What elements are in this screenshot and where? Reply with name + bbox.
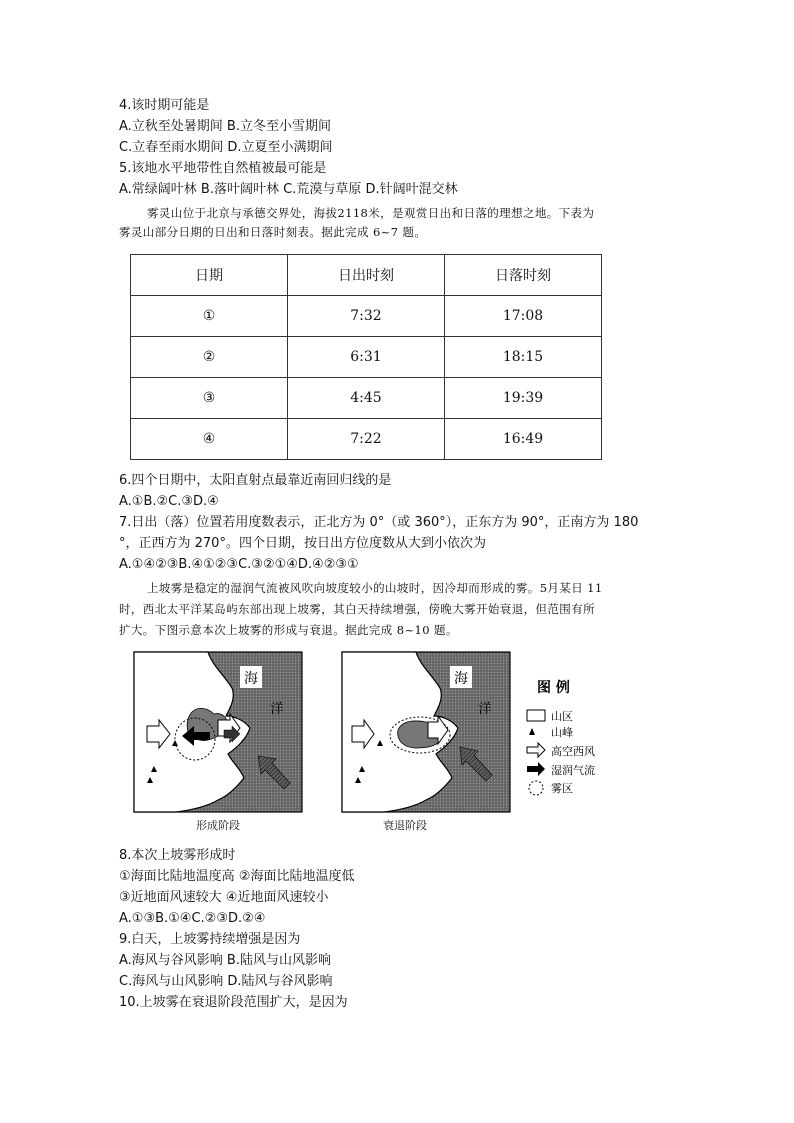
passage-1-line-2: 雾灵山部分日期的日出和日落时刻表。据此完成 6~7 题。: [119, 225, 427, 239]
legend-label-mountain-area: 山区: [551, 710, 573, 723]
header-sunset: 日落时刻: [445, 255, 602, 296]
mountain-area-swatch: [527, 710, 545, 721]
legend-title: 图 例: [537, 680, 570, 696]
legend: [527, 679, 595, 795]
question-4-options-cd: C.立春至雨水期间 D.立夏至小满期间: [119, 140, 333, 155]
cell-sunset: 16:49: [445, 419, 602, 460]
question-6-options: A.①B.②C.③D.④: [119, 494, 219, 509]
cell-date: ③: [131, 378, 288, 419]
ocean-label: 洋: [478, 702, 492, 717]
cell-date: ②: [131, 337, 288, 378]
sea-label: 海: [244, 671, 258, 687]
header-sunrise: 日出时刻: [288, 255, 445, 296]
cell-sunrise: 4:45: [288, 378, 445, 419]
question-5-stem: 5.该地水平地带性自然植被最可能是: [119, 161, 327, 176]
table-row: [131, 337, 602, 378]
table-header-row: [131, 255, 602, 296]
question-9-options-cd: C.海风与山风影响 D.陆风与谷风影响: [119, 974, 333, 989]
question-5-options: A.常绿阔叶林 B.落叶阔叶林 C.荒漠与草原 D.针阔叶混交林: [119, 182, 458, 197]
fog-figure: [132, 650, 622, 835]
map-1-caption: 形成阶段: [196, 819, 240, 832]
question-7-stem-line-2: °，正西方为 270°。四个日期，按日出方位度数从大到小依次为: [119, 536, 486, 551]
question-8-stem: 8.本次上坡雾形成时: [119, 848, 236, 863]
passage-2-line-1: 上坡雾是稳定的湿润气流被风吹向坡度较小的山坡时，因冷却而形成的雾。5月某日 11: [147, 581, 603, 595]
question-7-stem-line-1: 7.日出（落）位置若用度数表示，正北方为 0°（或 360°），正东方为 90°，正南方为 180: [119, 515, 639, 530]
sunrise-sunset-table: [130, 254, 602, 460]
legend-label-westerly: 高空西风: [551, 745, 595, 758]
cell-sunset: 19:39: [445, 378, 602, 419]
header-date: 日期: [131, 255, 288, 296]
fog-zone-swatch: [529, 781, 543, 795]
cell-date: ①: [131, 296, 288, 337]
map-decline-stage: [342, 652, 510, 812]
question-8-statements-2: ③近地面风速较大 ④近地面风速较小: [119, 890, 329, 905]
passage-2-line-3: 扩大。下图示意本次上坡雾的形成与衰退。据此完成 8~10 题。: [119, 623, 458, 637]
question-6-stem: 6.四个日期中，太阳直射点最靠近南回归线的是: [119, 473, 392, 488]
cell-sunrise: 7:22: [288, 419, 445, 460]
cell-sunset: 17:08: [445, 296, 602, 337]
cell-sunset: 18:15: [445, 337, 602, 378]
cell-sunrise: 6:31: [288, 337, 445, 378]
passage-2-line-2: 时，西北太平洋某岛屿东部出现上坡雾，其白天持续增强，傍晚大雾开始衰退，但范围有所: [119, 602, 595, 616]
westerly-arrow-swatch: [527, 743, 545, 757]
legend-label-peak: 山峰: [551, 726, 573, 739]
question-8-options: A.①③B.①④C.②③D.②④: [119, 911, 266, 926]
question-4-options-ab: A.立秋至处暑期间 B.立冬至小雪期间: [119, 119, 331, 134]
moist-airflow-swatch: [527, 762, 545, 776]
table-row: [131, 378, 602, 419]
map-formation-stage: [134, 652, 302, 812]
legend-label-moist-airflow: 湿润气流: [551, 764, 595, 777]
question-7-options: A.①④②③B.④①②③C.③②①④D.④②③①: [119, 557, 359, 572]
question-9-stem: 9.白天，上坡雾持续增强是因为: [119, 932, 301, 947]
ocean-label: 洋: [270, 702, 284, 717]
table-row: [131, 419, 602, 460]
cell-sunrise: 7:32: [288, 296, 445, 337]
question-4-stem: 4.该时期可能是: [119, 98, 210, 113]
map-2-caption: 衰退阶段: [383, 819, 427, 832]
table-row: [131, 296, 602, 337]
question-9-options-ab: A.海风与谷风影响 B.陆风与山风影响: [119, 953, 331, 968]
mountain-peak-icon: [529, 728, 535, 735]
sea-label: 海: [454, 671, 468, 687]
question-8-statements-1: ①海面比陆地温度高 ②海面比陆地温度低: [119, 869, 355, 884]
cell-date: ④: [131, 419, 288, 460]
legend-label-fog: 雾区: [551, 782, 573, 795]
question-10-stem: 10.上坡雾在衰退阶段范围扩大，是因为: [119, 995, 348, 1010]
passage-1-line-1: 雾灵山位于北京与承德交界处，海拔2118米，是观赏日出和日落的理想之地。下表为: [147, 206, 595, 220]
